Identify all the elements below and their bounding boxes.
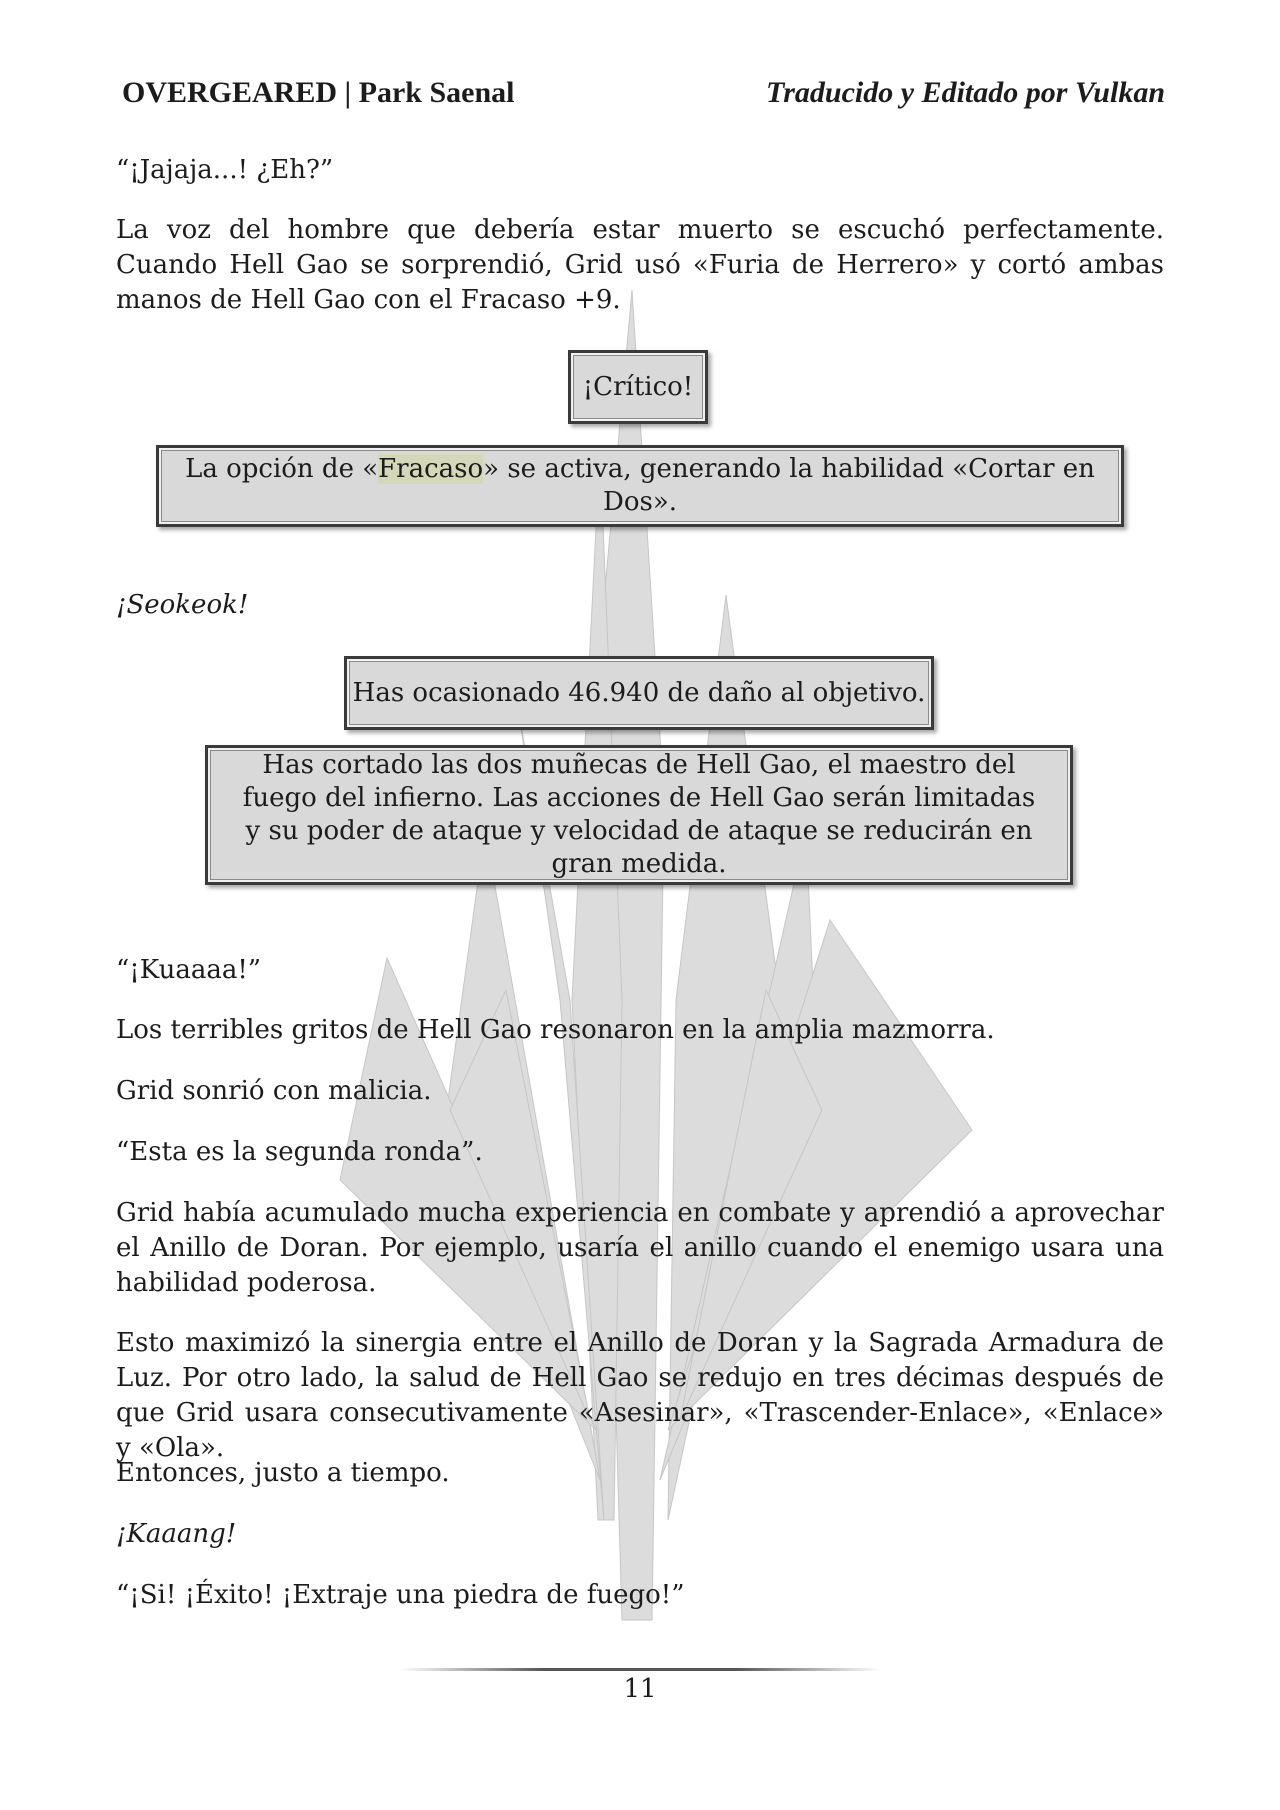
sound-effect: ¡Kaaang! <box>116 1519 237 1549</box>
sound-effect: ¡Seokeok! <box>116 590 249 620</box>
paragraph: Entonces, justo a tiempo. <box>116 1458 450 1488</box>
paragraph: La voz del hombre que debería estar muerto se escuchó perfectamente. Cuando Hell Gao se sorprendió, Grid usó «Furia de Herrero» y cortó ambas manos de Hell Gao con el Fracaso +9. <box>116 215 1164 315</box>
system-message-text: Has cortado las dos muñecas de Hell Gao, el maestro del fuego del infierno. Las acciones de Hell Gao serán limitadas y su poder de ataque y velocidad de ataque se reducirán en gran medida. <box>242 750 1036 879</box>
page-number: 11 <box>623 1674 657 1704</box>
footer-divider <box>400 1668 880 1671</box>
paragraph: “¡Jajaja...! ¿Eh?” <box>116 155 334 185</box>
paragraph: “Esta es la segunda ronda”. <box>116 1137 483 1167</box>
paragraph: Esto maximizó la sinergia entre el Anillo de Doran y la Sagrada Armadura de Luz. Por otro lado, la salud de Hell Gao se redujo en tres décimas después de que Grid usara consecutivamente «Asesinar», «Trascender-Enlace», «Enlace» y «Ola». <box>116 1328 1164 1463</box>
header-title: OVERGEARED | Park Saenal <box>122 76 515 109</box>
system-message-text: La opción de «Fracaso» se activa, generando la habilidad «Cortar en Dos». <box>185 454 1095 517</box>
system-message-skill-option <box>156 445 1124 527</box>
highlighted-word: Fracaso <box>378 454 484 484</box>
system-message-text: Has ocasionado 46.940 de daño al objetivo. <box>352 677 926 708</box>
system-message-wrists <box>205 745 1073 885</box>
paragraph: Los terribles gritos de Hell Gao resonaron en la amplia mazmorra. <box>116 1015 995 1045</box>
system-message-text: ¡Crítico! <box>582 371 694 402</box>
paragraph: “¡Si! ¡Éxito! ¡Extraje una piedra de fuego!” <box>116 1580 685 1610</box>
paragraph: Grid sonrió con malicia. <box>116 1076 432 1106</box>
system-message-damage <box>344 656 934 730</box>
paragraph: Grid había acumulado mucha experiencia en combate y aprendió a aprovechar el Anillo de Doran. Por ejemplo, usaría el anillo cuando el enemigo usara una habilidad poderosa. <box>116 1198 1164 1298</box>
paragraph: “¡Kuaaaa!” <box>116 955 262 985</box>
system-message-critical <box>568 350 708 424</box>
header-credit: Traducido y Editado por Vulkan <box>766 76 1165 109</box>
